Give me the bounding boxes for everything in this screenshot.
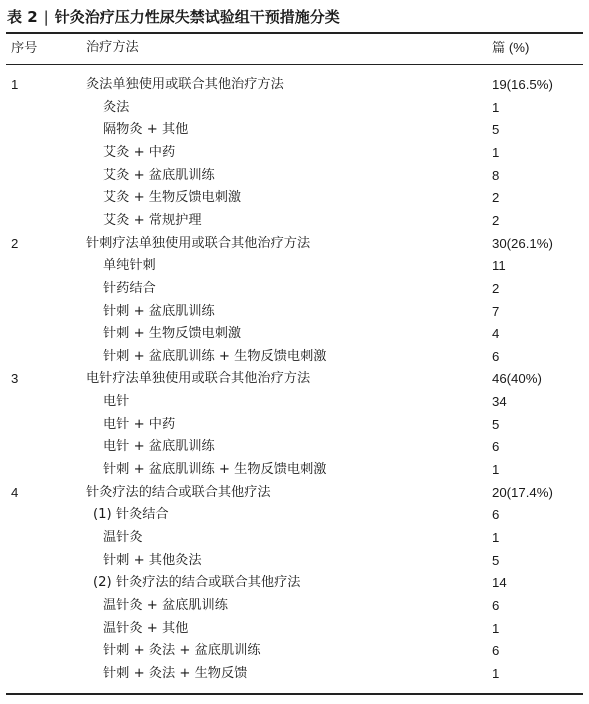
row-no: 2 bbox=[11, 235, 19, 251]
row-count: 1 bbox=[492, 665, 500, 681]
table-row bbox=[0, 618, 589, 641]
row-method: 针刺 + 盆底肌训练 + 生物反馈电刺激 bbox=[103, 462, 327, 478]
row-method: 针灸疗法的结合或联合其他疗法 bbox=[86, 484, 271, 500]
table-row bbox=[0, 482, 589, 505]
row-method: 艾灸 + 中药 bbox=[103, 144, 176, 160]
table-row bbox=[0, 459, 589, 482]
table-caption bbox=[7, 6, 340, 27]
caption-separator: | bbox=[43, 8, 49, 26]
row-count: 4 bbox=[492, 326, 500, 342]
row-count: 1 bbox=[492, 99, 500, 115]
table-row bbox=[0, 187, 589, 210]
row-count: 7 bbox=[492, 303, 500, 319]
row-method: 艾灸 + 盆底肌训练 bbox=[103, 167, 215, 183]
row-method: 针刺疗法单独使用或联合其他治疗方法 bbox=[86, 235, 311, 251]
table-row bbox=[0, 368, 589, 391]
row-count: 46(40%) bbox=[492, 371, 542, 387]
row-count: 34 bbox=[492, 394, 507, 410]
table-row bbox=[0, 278, 589, 301]
row-count: 6 bbox=[492, 348, 500, 364]
table-row bbox=[0, 165, 589, 188]
table-title: 针灸治疗压力性尿失禁试验组干预措施分类 bbox=[54, 8, 340, 26]
table-row bbox=[0, 527, 589, 550]
table-row bbox=[0, 255, 589, 278]
table-row bbox=[0, 550, 589, 573]
row-method: 电针 bbox=[103, 394, 130, 410]
row-count: 19(16.5%) bbox=[492, 77, 553, 92]
row-method: 灸法 bbox=[103, 99, 130, 115]
table-row bbox=[0, 301, 589, 324]
table-label: 表 2 bbox=[7, 8, 38, 26]
row-method: 针刺 + 灸法 + 盆底肌训练 bbox=[103, 643, 261, 659]
row-method: 温针灸 + 盆底肌训练 bbox=[103, 597, 228, 613]
row-count: 14 bbox=[492, 575, 507, 591]
header-count: 篇 (%) bbox=[492, 40, 530, 55]
row-method: 针刺 + 其他灸法 bbox=[103, 552, 202, 568]
row-method: (1) 针灸结合 bbox=[93, 507, 169, 523]
row-count: 20(17.4%) bbox=[492, 484, 553, 500]
row-count: 1 bbox=[492, 620, 500, 636]
table-bottom-rule bbox=[6, 693, 583, 695]
row-method: 针刺 + 生物反馈电刺激 bbox=[103, 326, 242, 342]
table-row bbox=[0, 346, 589, 369]
row-count: 2 bbox=[492, 212, 500, 228]
row-count: 1 bbox=[492, 530, 500, 545]
row-no: 3 bbox=[11, 371, 19, 387]
row-method: (2) 针灸疗法的结合或联合其他疗法 bbox=[93, 575, 301, 591]
row-method: 灸法单独使用或联合其他治疗方法 bbox=[86, 77, 284, 92]
table-row bbox=[0, 97, 589, 120]
row-count: 1 bbox=[492, 144, 500, 160]
row-method: 针药结合 bbox=[103, 280, 156, 296]
table-row bbox=[0, 572, 589, 595]
table-row bbox=[0, 323, 589, 346]
row-method: 针刺 + 盆底肌训练 + 生物反馈电刺激 bbox=[103, 348, 327, 364]
table-row bbox=[0, 436, 589, 459]
table-row bbox=[0, 595, 589, 618]
row-method: 针刺 + 灸法 + 生物反馈 bbox=[103, 665, 248, 681]
table-top-rule bbox=[6, 32, 583, 34]
table-header-row bbox=[0, 37, 589, 60]
table-row bbox=[0, 142, 589, 165]
header-no: 序号 bbox=[11, 40, 38, 55]
row-method: 单纯针刺 bbox=[103, 258, 156, 274]
row-count: 5 bbox=[492, 416, 500, 432]
table-row bbox=[0, 74, 589, 97]
table-row bbox=[0, 233, 589, 256]
row-no: 1 bbox=[11, 77, 19, 92]
table-row bbox=[0, 119, 589, 142]
row-count: 1 bbox=[492, 462, 500, 478]
row-method: 电针 + 中药 bbox=[103, 416, 176, 432]
row-count: 6 bbox=[492, 507, 500, 523]
row-count: 2 bbox=[492, 190, 500, 206]
row-count: 5 bbox=[492, 552, 500, 568]
table-row bbox=[0, 663, 589, 686]
row-method: 针刺 + 盆底肌训练 bbox=[103, 303, 215, 319]
table-row bbox=[0, 210, 589, 233]
row-count: 6 bbox=[492, 439, 500, 455]
row-no: 4 bbox=[11, 484, 19, 500]
row-count: 8 bbox=[492, 167, 500, 183]
row-count: 5 bbox=[492, 122, 500, 138]
row-method: 隔物灸 + 其他 bbox=[103, 122, 189, 138]
table-row bbox=[0, 414, 589, 437]
row-count: 30(26.1%) bbox=[492, 235, 553, 251]
table-row bbox=[0, 504, 589, 527]
row-count: 11 bbox=[492, 258, 506, 274]
row-method: 艾灸 + 常规护理 bbox=[103, 212, 202, 228]
table-row bbox=[0, 391, 589, 414]
header-method: 治疗方法 bbox=[86, 40, 139, 55]
row-count: 6 bbox=[492, 597, 500, 613]
table-row bbox=[0, 640, 589, 663]
row-count: 2 bbox=[492, 280, 500, 296]
row-method: 电针疗法单独使用或联合其他治疗方法 bbox=[86, 371, 311, 387]
row-method: 温针灸 bbox=[103, 530, 143, 545]
row-method: 艾灸 + 生物反馈电刺激 bbox=[103, 190, 242, 206]
row-method: 温针灸 + 其他 bbox=[103, 620, 189, 636]
row-method: 电针 + 盆底肌训练 bbox=[103, 439, 215, 455]
row-count: 6 bbox=[492, 643, 500, 659]
table-header-rule bbox=[6, 64, 583, 65]
